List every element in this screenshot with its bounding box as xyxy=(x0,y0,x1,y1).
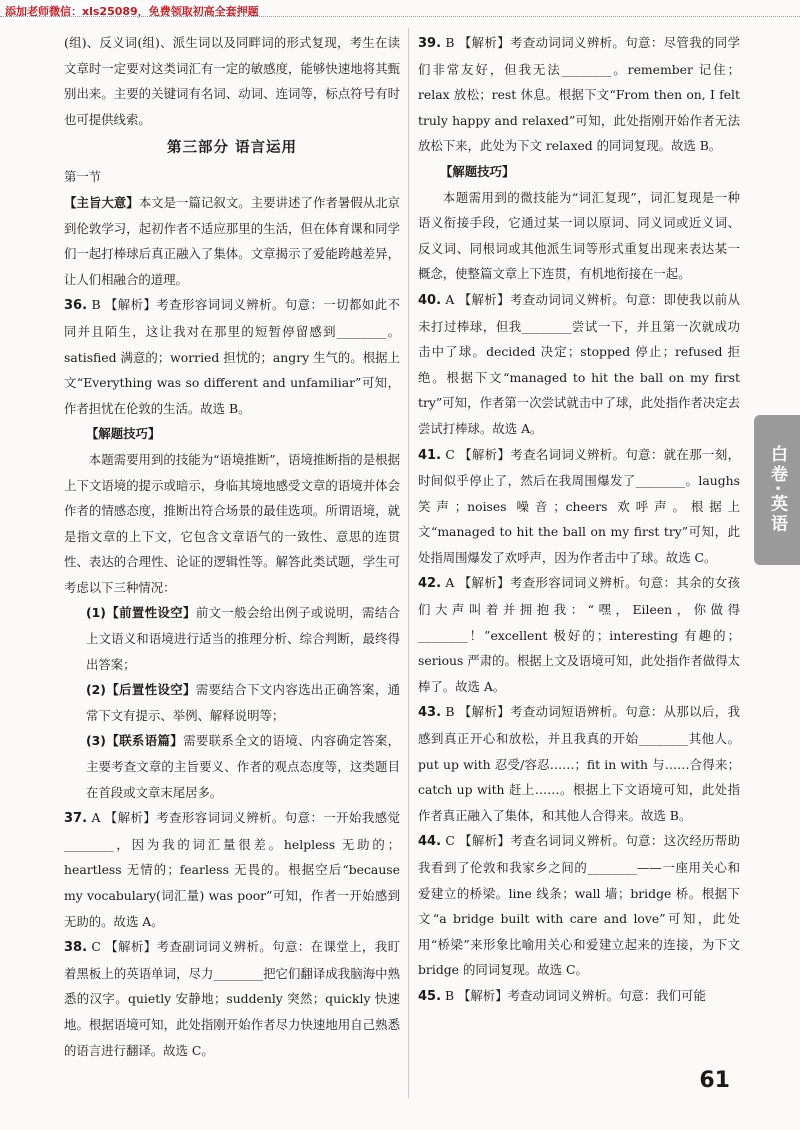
question-number: 45. xyxy=(418,988,442,1004)
right-column xyxy=(418,30,740,1010)
subject-side-tab: 白卷·英语 xyxy=(754,415,800,565)
answer-text: B 【解析】考查动词短语辨析。句意：从那以后，我感到真正开心和放松，并且我真的开始________其他人。put up with 忍受/容忍……；fit in with 与……合得来；catch up with 赶上……。根据上下文语境可知，此处指作者真正融入了集体，和其他人合得来。故选 B。 xyxy=(418,704,740,823)
question-number: 38. xyxy=(64,940,88,956)
tip-item-2 xyxy=(64,677,400,728)
answer-38 xyxy=(64,934,400,1063)
section-title: 第三部分 语言运用 xyxy=(166,140,298,157)
question-number: 42. xyxy=(418,576,442,592)
tip-item-label: (2)【后置性设空】 xyxy=(86,682,196,698)
theme-label: 【主旨大意】 xyxy=(64,194,139,210)
answer-42 xyxy=(418,570,740,699)
answer-44 xyxy=(418,828,740,983)
answer-45 xyxy=(418,983,740,1010)
tip-item-3 xyxy=(64,728,400,805)
answer-text: B 【解析】考查形容词词义辨析。句意：一切都如此不同并且陌生，这让我对在那里的短暂停留感到________。satisfied 满意的；worried 担忧的；angry 生气的。根据上文“Everything was so different and unfamiliar”可知，作者担忧在伦敦的生活。故选 B。 xyxy=(64,297,400,416)
answer-text: B 【解析】考查动词词义辨析。句意：尽管我的同学们非常友好，但我无法________。remember 记住；relax 放松；rest 休息。根据下文“From then on, I felt truly happy and relaxed”可知，此处指刚开始作者无法放松下来，此处为下文 relaxed 的同词复现。故选 B。 xyxy=(418,35,740,154)
answer-36 xyxy=(64,292,400,421)
answer-39 xyxy=(418,30,740,159)
answer-40 xyxy=(418,287,740,442)
answer-text: C 【解析】考查名词词义辨析。句意：就在那一刻，时间似乎停止了，然后在我周围爆发了________。laughs 笑声；noises 噪音；cheers 欢呼声。根据上文“managed to hit the ball on my first try”可知，此处指周围爆发了欢呼声，因为作者击中了球。故选 C。 xyxy=(418,446,740,565)
answer-text: A 【解析】考查形容词词义辨析。句意：一开始我感觉________，因为我的词汇量很差。helpless 无助的；heartless 无情的；fearless 无畏的。根据空后“because my vocabulary(词汇量) was poor”可知，作者一开始感到无助的。故选 A。 xyxy=(64,810,400,929)
tip-item-text: 前文一般会给出例子或说明，需结合上文语义和语境进行适当的推理分析、综合判断，最终得出答案； xyxy=(86,605,401,672)
question-number: 37. xyxy=(64,811,88,827)
answer-text: A 【解析】考查动词词义辨析。句意：即使我以前从未打过棒球，但我________尝试一下，并且第一次就成功击中了球。decided 决定；stopped 停止；refused 拒绝。根据下文“managed to hit the ball on my first try”可知，作者第一次尝试就击中了球，此处指作者决定去尝试打棒球。故选 A。 xyxy=(418,291,740,436)
tip-item-text: 需要联系全文的语境、内容确定答案，主要考查文章的主旨要义、作者的观点态度等，这类题目在首段或文章末尾居多。 xyxy=(86,733,401,800)
theme-paragraph xyxy=(64,190,400,292)
tip-heading: 【解题技巧】 xyxy=(86,426,161,442)
answer-text: C 【解析】考查副词词义辨析。句意：在课堂上，我盯着黑板上的英语单词，尽力________把它们翻译成我脑海中熟悉的汉字。quietly 安静地；suddenly 突然；quickly 快速地。根据语境可知，此处指刚开始作者尽力快速地用自己熟悉的语言进行翻译。故选 C。 xyxy=(64,939,400,1058)
question-number: 43. xyxy=(418,705,442,721)
tip-item-text: 需要结合下文内容选出正确答案，通常下文有提示、举例、解释说明等； xyxy=(86,682,401,723)
watermark-text: 添加老师微信：xls25089，免费领取初高全套押题 xyxy=(2,2,262,20)
tip-paragraph: 本题需要用到的技能为“语境推断”，语境推断指的是根据上下文语境的提示或暗示，身临其境地感受文章的语境并体会作者的情感态度，推断出符合场景的最佳选项。所谓语境，就是指文章的上下文，它包含文章语气的一致性、意思的连贯性、表达的合理性、论证的逻辑性等。解答此类试题，学生可考虑以下三种情况： xyxy=(64,451,400,595)
top-divider xyxy=(0,16,800,17)
top-banner xyxy=(0,0,800,22)
left-column xyxy=(64,30,400,1063)
answer-37 xyxy=(64,805,400,934)
intro-paragraph: (组)、反义词(组)、派生词以及同畔词的形式复现，考生在读文章时一定要对这类词汇有一定的敏感度，能够快速地将其甄别出来。主要的关键词有名词、动词、连词等，标点符号有时也可提供线索。 xyxy=(64,35,400,127)
question-number: 41. xyxy=(418,447,442,463)
answer-43 xyxy=(418,699,740,828)
question-number: 44. xyxy=(418,834,442,850)
answer-text: C 【解析】考查名词词义辨析。句意：这次经历帮助我看到了伦敦和我家乡之间的________——一座用关心和爱建立的桥梁。line 线条；wall 墙；bridge 桥。根据下文“a bridge built with care and love”可知，此处用“桥梁”来形象比喻用关心和爱建立起来的连接，为下文 bridge 的同词复现。故选 C。 xyxy=(418,833,740,978)
tip-item-label: (1)【前置性设空】 xyxy=(86,605,196,621)
column-divider xyxy=(408,28,409,1098)
question-number: 36. xyxy=(64,298,88,314)
theme-text: 本文是一篇记叙文。主要讲述了作者暑假从北京到伦敦学习，起初作者不适应那里的生活，但在体育课和同学们一起打棒球后真正融入了集体。文章揭示了爱能跨越差异，让人们相融合的道理。 xyxy=(64,194,401,287)
question-number: 40. xyxy=(418,292,442,308)
tip-paragraph: 本题需用到的微技能为“词汇复现”，词汇复现是一种语义衔接手段，它通过某一词以原词、同义词或近义词、反义词、同根词或其他派生词等形式重复出现来表达某一概念，使整篇文章上下连贯，有机地衔接在一起。 xyxy=(418,189,740,282)
page-number: 61 xyxy=(699,1068,730,1093)
answer-41 xyxy=(418,442,740,571)
answer-text: B 【解析】考查动词词义辨析。句意：我们可能 xyxy=(444,987,706,1003)
section-subtitle: 第一节 xyxy=(64,169,102,185)
tip-item-1 xyxy=(64,600,400,677)
tip-heading: 【解题技巧】 xyxy=(440,163,515,179)
answer-text: A 【解析】考查形容词词义辨析。句意：其余的女孩们大声叫着并拥抱我：“嘿，Eileen，你做得________！”excellent 极好的；interesting 有趣的；serious 严肃的。根据上文及语境可知，此处指作者做得太棒了。故选 A。 xyxy=(418,575,740,694)
tip-item-label: (3)【联系语篇】 xyxy=(86,733,184,749)
question-number: 39. xyxy=(418,36,442,51)
